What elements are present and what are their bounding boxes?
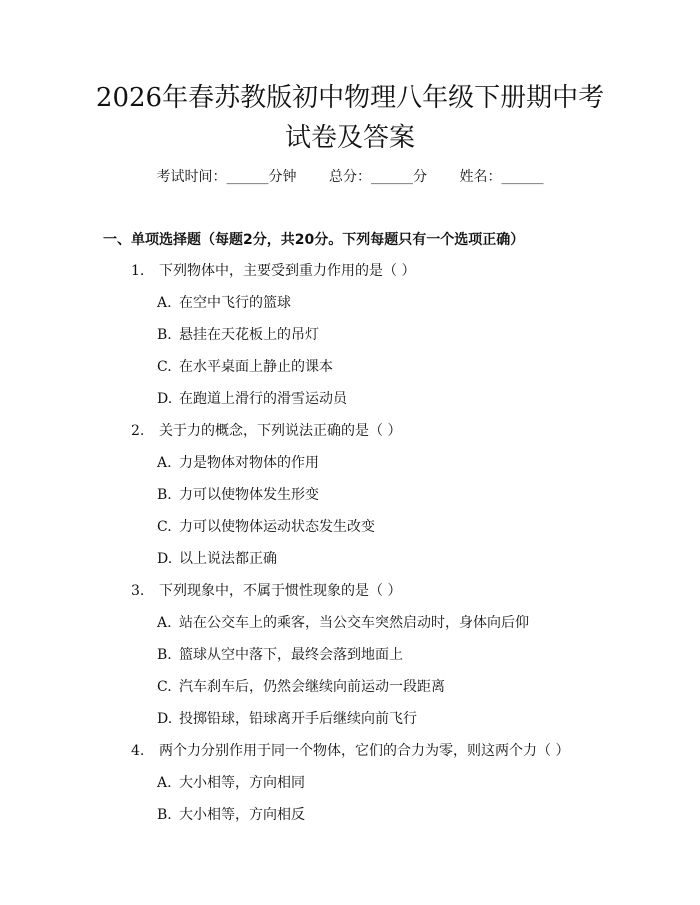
- option-text: 大小相等，方向相同: [179, 775, 305, 791]
- exam-time-field: 考试时间：______分钟: [156, 169, 297, 185]
- title-line-2: 试卷及答案: [284, 123, 415, 153]
- question-text: 下列现象中，不属于惯性现象的是（ ）: [159, 583, 402, 599]
- option-3a: [157, 613, 529, 633]
- question-number: 3.: [131, 583, 145, 599]
- option-text: 悬挂在天花板上的吊灯: [179, 327, 319, 343]
- option-2c: [157, 517, 375, 537]
- option-letter: A.: [157, 295, 172, 311]
- option-letter: A.: [157, 615, 172, 631]
- option-4b: [157, 805, 305, 825]
- option-letter: B.: [157, 487, 172, 503]
- option-3d: [157, 709, 417, 729]
- option-letter: C.: [157, 679, 172, 695]
- question-text: 下列物体中，主要受到重力作用的是（ ）: [159, 263, 416, 279]
- option-text: 投掷铅球，铅球离开手后继续向前飞行: [179, 711, 417, 727]
- option-2b: [157, 485, 319, 505]
- option-letter: D.: [157, 391, 173, 407]
- option-text: 在水平桌面上静止的课本: [179, 359, 333, 375]
- option-text: 力可以使物体发生形变: [179, 487, 319, 503]
- option-letter: B.: [157, 327, 172, 343]
- question-text: 关于力的概念，下列说法正确的是（ ）: [159, 423, 402, 439]
- option-1a: [157, 293, 291, 313]
- option-1b: [157, 325, 319, 345]
- option-text: 以上说法都正确: [179, 551, 277, 567]
- option-text: 站在公交车上的乘客，当公交车突然启动时，身体向后仰: [179, 615, 529, 631]
- document-title: [60, 78, 640, 158]
- option-3b: [157, 645, 403, 665]
- option-text: 在空中飞行的篮球: [179, 295, 291, 311]
- question-4: [131, 741, 569, 761]
- option-letter: B.: [157, 647, 172, 663]
- question-3: [131, 581, 401, 601]
- option-3c: [157, 677, 445, 697]
- option-4a: [157, 773, 305, 793]
- option-2d: [157, 549, 277, 569]
- option-letter: D.: [157, 551, 173, 567]
- option-letter: D.: [157, 711, 173, 727]
- question-number: 2.: [131, 423, 145, 439]
- option-text: 篮球从空中落下，最终会落到地面上: [179, 647, 403, 663]
- question-1: [131, 261, 415, 281]
- option-letter: C.: [157, 359, 172, 375]
- option-letter: C.: [157, 519, 172, 535]
- option-text: 力是物体对物体的作用: [179, 455, 319, 471]
- option-text: 汽车刹车后，仍然会继续向前运动一段距离: [179, 679, 445, 695]
- student-name-field: 姓名：______: [459, 169, 544, 185]
- total-score-field: 总分：______分: [329, 169, 427, 185]
- question-2: [131, 421, 401, 441]
- option-text: 大小相等，方向相反: [179, 807, 305, 823]
- option-2a: [157, 453, 319, 473]
- option-text: 力可以使物体运动状态发生改变: [179, 519, 375, 535]
- option-1c: [157, 357, 333, 377]
- question-text: 两个力分别作用于同一个物体，它们的合力为零，则这两个力（ ）: [159, 743, 570, 759]
- question-number: 4.: [131, 743, 145, 759]
- option-text: 在跑道上滑行的滑雪运动员: [179, 391, 347, 407]
- title-line-1: 2026年春苏教版初中物理八年级下册期中考: [95, 83, 605, 113]
- option-letter: A.: [157, 455, 172, 471]
- exam-meta: [0, 167, 700, 187]
- question-number: 1.: [131, 263, 145, 279]
- section-heading: 一、单项选择题（每题2分，共20分。下列每题只有一个选项正确）: [103, 232, 525, 248]
- option-1d: [157, 389, 347, 409]
- option-letter: B.: [157, 807, 172, 823]
- option-letter: A.: [157, 775, 172, 791]
